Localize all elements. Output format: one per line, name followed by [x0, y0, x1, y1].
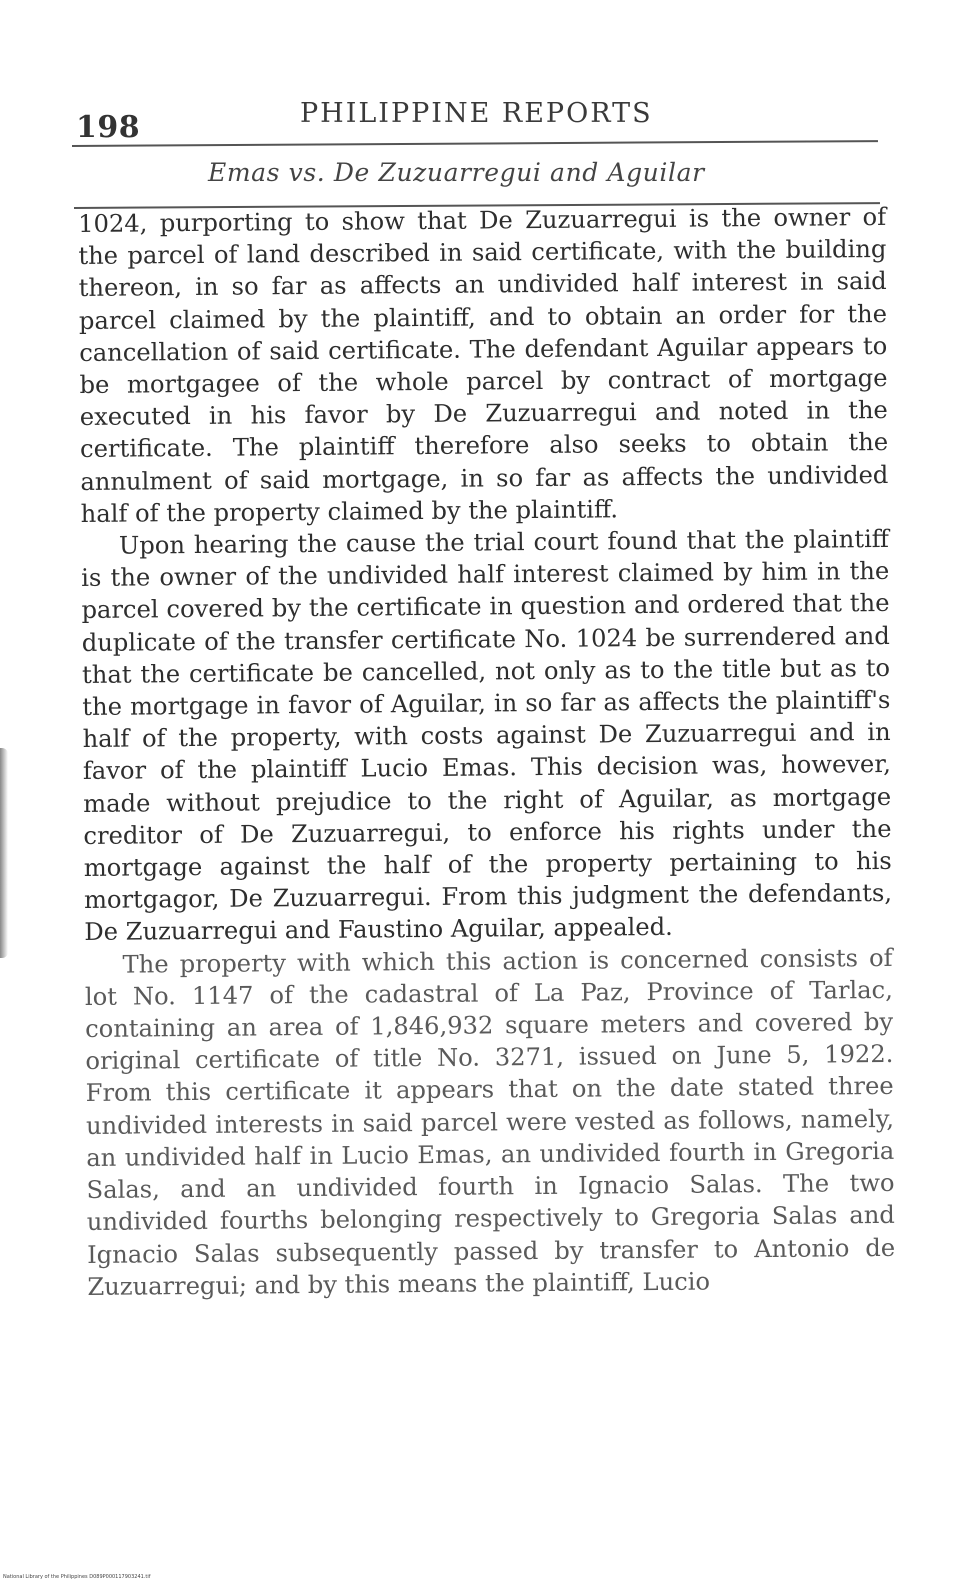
scan-credit: National Library of the Philippines D089P000117903241.tif: [3, 1574, 151, 1580]
body-text: [78, 201, 896, 1303]
paragraph-property: The property with which this action is concerned consists of lot No. 1147 of the cadastral of La Paz, Province of Tarlac, containing an area of 1,846,932 square meters and covered by original certificate of title No. 3271, issued on June 5, 1922. From this certificate it appears that on the date stated three undivided interests in said parcel were vested as follows, namely, an undivided half in Lucio Emas, an undivided fourth in Gregoria Salas, and an undivided fourth in Ignacio Salas. The two undivided fourths belonging respectively to Gregoria Salas and Ignacio Salas subsequently passed by transfer to Antonio de Zuzuarregui; and by this means the plaintiff, Lucio: [84, 943, 896, 1301]
paragraph-trial-court: Upon hearing the cause the trial court found that the plaintiff is the owner of the undivided half interest claimed by him in the parcel covered by the certificate in question and ordered that the duplicate of the transfer certificate No. 1024 be surrendered and that the certificate be cancelled, not only as to the title but as to the mortgage in favor of Aguilar, in so far as affects the plaintiff's half of the property, with costs against De Zuzuarregui and in favor of the plaintiff Lucio Emas. This decision was, however, made without prejudice to the right of Aguilar, as mortgage creditor of De Zuzuarregui, to enforce his rights under the mortgage against the half of the property pertaining to his mortgagor, De Zuzuarregui. From this judgment the defendants, De Zuzuarregui and Faustino Aguilar, appealed.: [81, 524, 893, 947]
scan-edge-blemish: [0, 748, 8, 958]
page-number: 198: [76, 110, 141, 145]
header-rule-top: [72, 140, 878, 147]
case-title: Emas vs. De Zuzuarregui and Aguilar: [208, 158, 705, 187]
paragraph-continuation: 1024, purporting to show that De Zuzuarregui is the owner of the parcel of land described in said certificate, with the building thereon, in so far as affects an undivided half interest in said parcel claimed by the plaintiff, and to obtain an order for the cancellation of said certificate. The defendant Aguilar appears to be mortgagee of the whole parcel by contract of mortgage executed in his favor by De Zuzuarregui and noted in the certificate. The plaintiff therefore also seeks to obtain the annulment of said mortgage, in so far as affects the undivided half of the property claimed by the plaintiff.: [78, 202, 889, 528]
running-head: PHILIPPINE REPORTS: [300, 98, 653, 129]
